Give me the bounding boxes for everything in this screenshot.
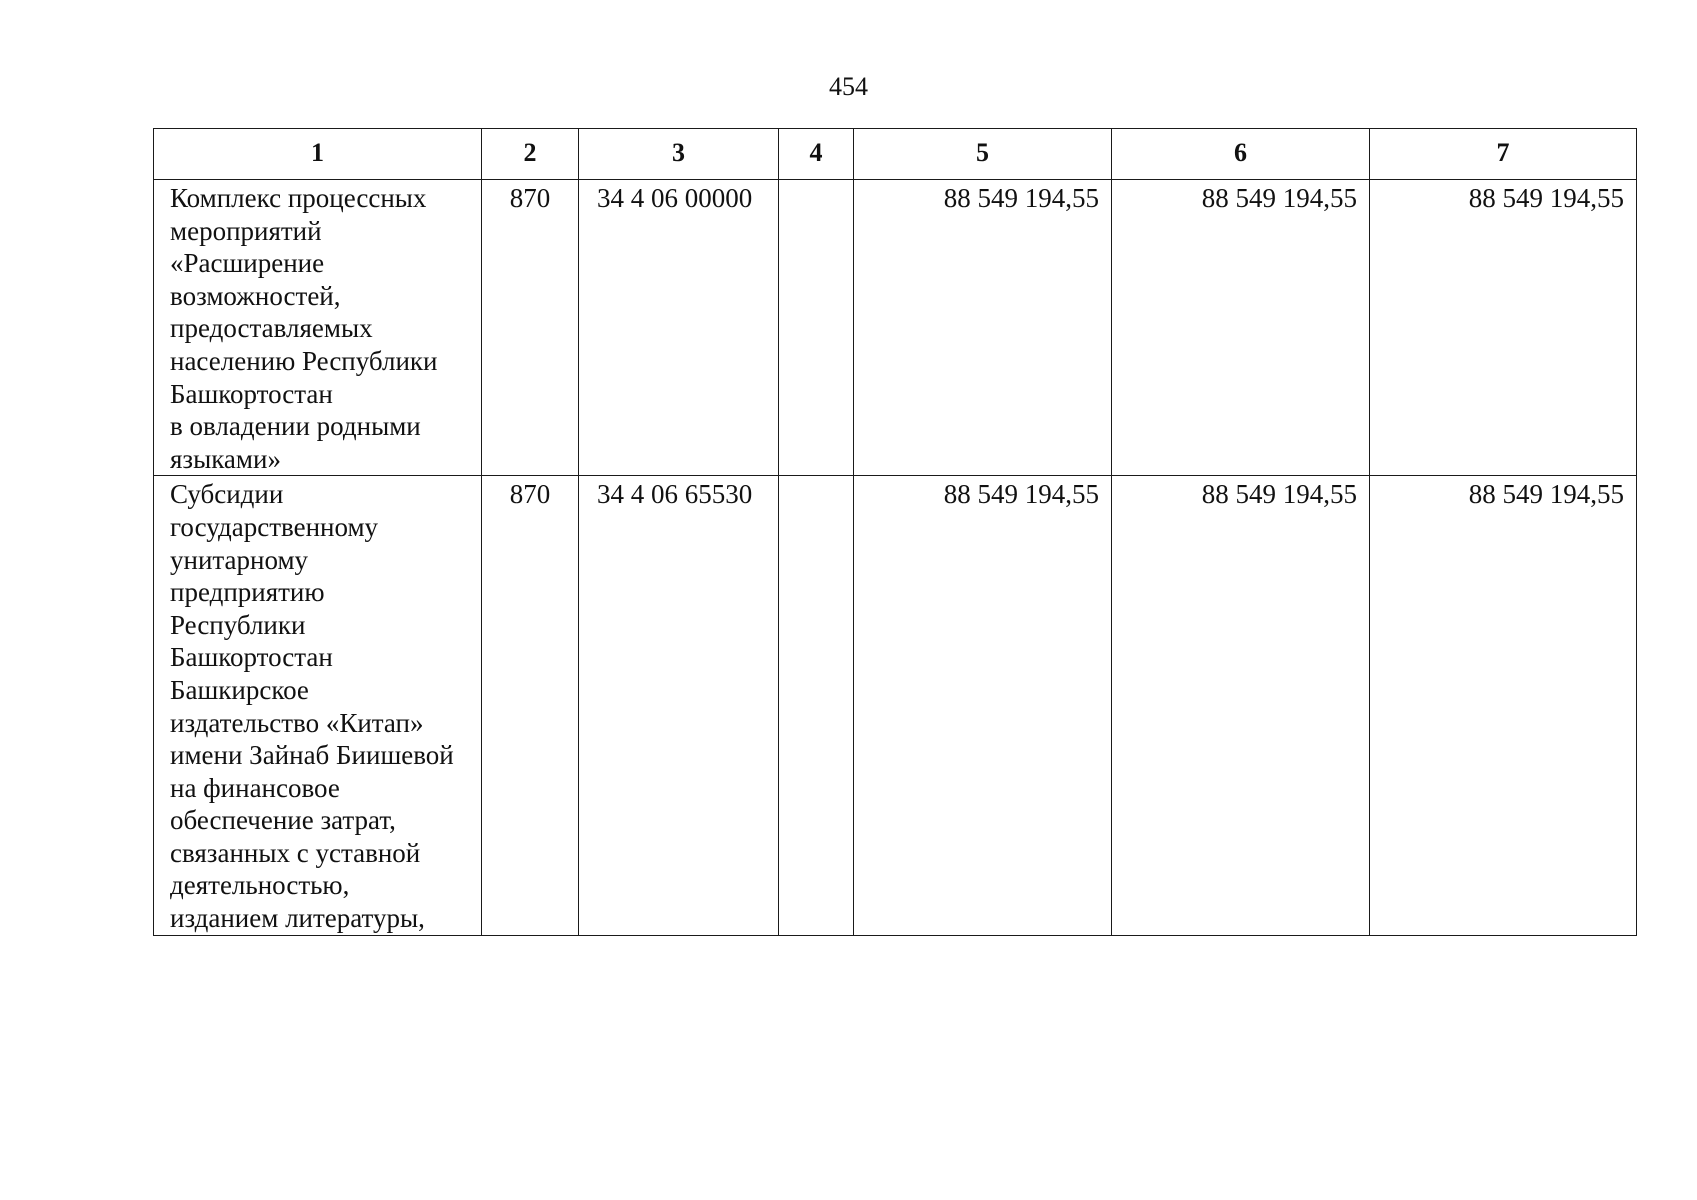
row-name-line: предоставляемых bbox=[170, 313, 373, 344]
row-name-line: обеспечение затрат, bbox=[170, 805, 396, 836]
row-sum-cell-1: 88 549 194,55 bbox=[854, 180, 1112, 476]
row-name-line: языками» bbox=[170, 443, 281, 474]
row-name-cell bbox=[154, 180, 482, 476]
row-name-line: населению Республики bbox=[170, 345, 438, 376]
row-name-line: на финансовое bbox=[170, 772, 340, 803]
row-code-cell: 870 bbox=[482, 180, 579, 476]
header-col-3: 3 bbox=[579, 129, 779, 180]
page-number: 454 bbox=[829, 72, 868, 101]
row-name-cell bbox=[154, 476, 482, 935]
table-row bbox=[154, 476, 1637, 935]
row-sum-cell-3: 88 549 194,55 bbox=[1370, 180, 1637, 476]
row-name-line: Башкортостан bbox=[170, 642, 333, 673]
row-csr-cell: 34 4 06 00000 bbox=[579, 180, 779, 476]
header-row bbox=[154, 129, 1637, 180]
row-name-line: Республики bbox=[170, 609, 306, 640]
row-sum-cell-1: 88 549 194,55 bbox=[854, 476, 1112, 935]
row-name-line: «Расширение bbox=[170, 248, 325, 279]
row-name-line: Башкирское bbox=[170, 674, 309, 705]
header-col-7: 7 bbox=[1370, 129, 1637, 180]
table-row bbox=[154, 180, 1637, 476]
row-name-line: издательство «Китап» bbox=[170, 707, 424, 738]
row-name-line: государственному bbox=[170, 511, 379, 542]
row-name-line: предприятию bbox=[170, 577, 325, 608]
header-col-5: 5 bbox=[854, 129, 1112, 180]
row-name-line: мероприятий bbox=[170, 215, 322, 246]
row-name-line: Субсидии bbox=[170, 479, 284, 510]
row-name-line: возможностей, bbox=[170, 280, 341, 311]
header-col-4: 4 bbox=[779, 129, 854, 180]
row-sum-cell-3: 88 549 194,55 bbox=[1370, 476, 1637, 935]
row-code-cell: 870 bbox=[482, 476, 579, 935]
row-vr-cell bbox=[779, 476, 854, 935]
row-sum-cell-2: 88 549 194,55 bbox=[1112, 476, 1370, 935]
row-name-line: имени Зайнаб Биишевой bbox=[170, 740, 454, 771]
row-name-line: деятельностью, bbox=[170, 870, 350, 901]
row-name-line: Башкортостан bbox=[170, 378, 333, 409]
row-csr-cell: 34 4 06 65530 bbox=[579, 476, 779, 935]
header-col-6: 6 bbox=[1112, 129, 1370, 180]
row-name-line: Комплекс процессных bbox=[170, 183, 427, 213]
row-name-line: в овладении родными bbox=[170, 411, 421, 442]
header-col-1: 1 bbox=[154, 129, 482, 180]
row-sum-cell-2: 88 549 194,55 bbox=[1112, 180, 1370, 476]
row-name-line: изданием литературы, bbox=[170, 903, 425, 934]
row-vr-cell bbox=[779, 180, 854, 476]
header-col-2: 2 bbox=[482, 129, 579, 180]
budget-table bbox=[153, 128, 1637, 936]
row-name-line: связанных с уставной bbox=[170, 837, 421, 868]
row-name-line: унитарному bbox=[170, 544, 309, 575]
